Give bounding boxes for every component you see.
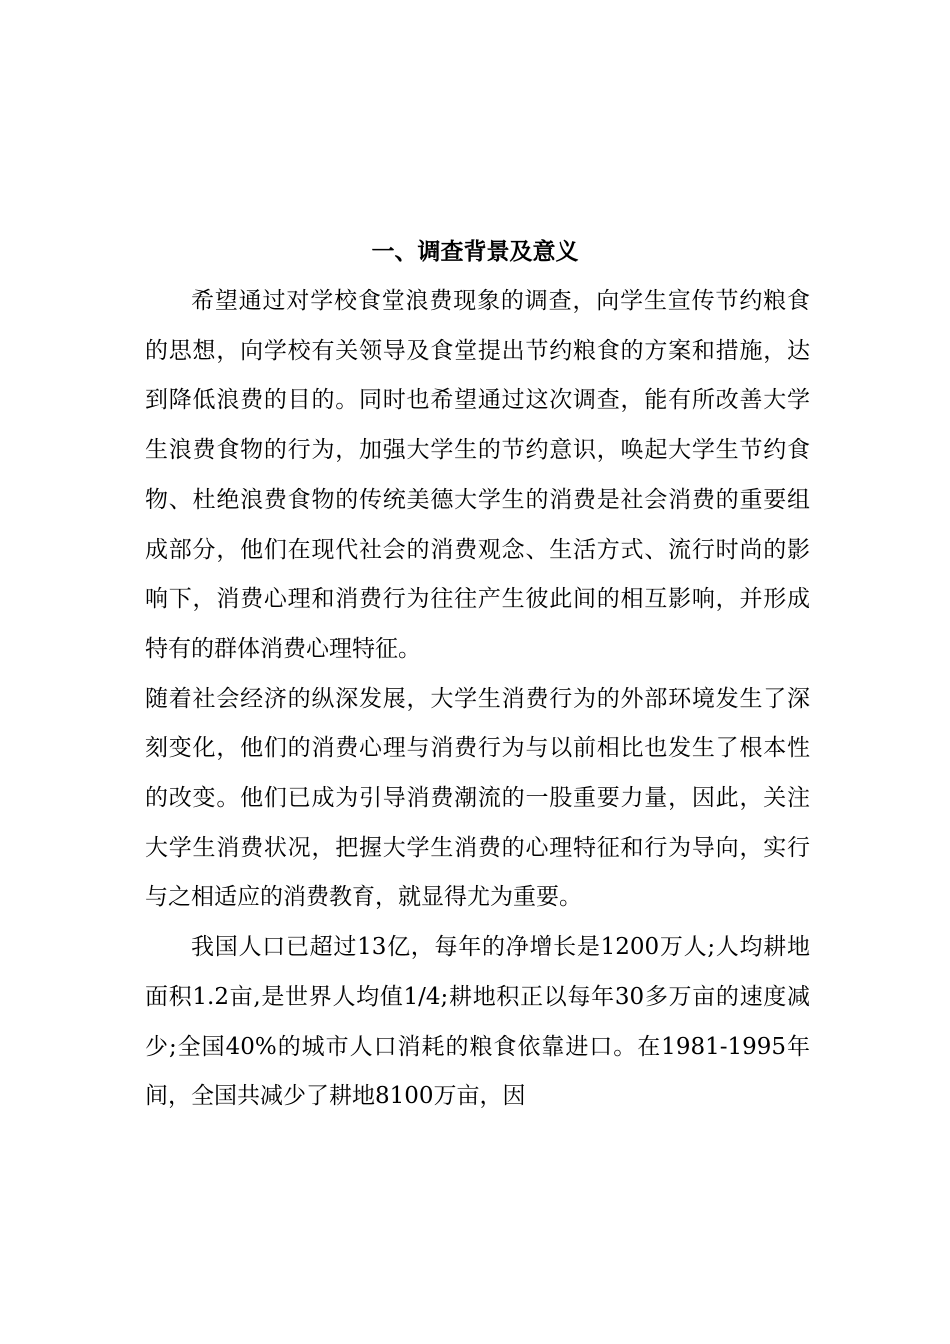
paragraph-background: 希望通过对学校食堂浪费现象的调查，向学生宣传节约粮食的思想，向学校有关领导及食堂提出节约粮食的方案和措施，达到降低浪费的目的。同时也希望通过这次调查，能有所改善大学生浪费食物的行为，加强大学生的节约意识，唤起大学生节约食物、杜绝浪费食物的传统美德大学生的消费是社会消费的重要组成部分，他们在现代社会的消费观念、生活方式、流行时尚的影响下，消费心理和消费行为往往产生彼此间的相互影响，并形成特有的群体消费心理特征。: [145, 288, 810, 662]
body-text: [145, 277, 810, 1122]
paragraph-population-statistics: 我国人口已超过13亿，每年的净增长是1200万人;人均耕地面积1.2亩,是世界人均值1/4;耕地积正以每年30多万亩的速度减少;全国40%的城市人口消耗的粮食依靠进口。在1981-1995年间，全国共减少了耕地8100万亩，因: [145, 934, 810, 1110]
paragraph-social-development: 随着社会经济的纵深发展，大学生消费行为的外部环境发生了深刻变化，他们的消费心理与消费行为与以前相比也发生了根本性的改变。他们已成为引导消费潮流的一股重要力量，因此，关注大学生消费状况，把握大学生消费的心理特征和行为导向，实行与之相适应的消费教育，就显得尤为重要。: [145, 685, 810, 911]
section-heading: 一、调查背景及意义: [371, 239, 579, 265]
